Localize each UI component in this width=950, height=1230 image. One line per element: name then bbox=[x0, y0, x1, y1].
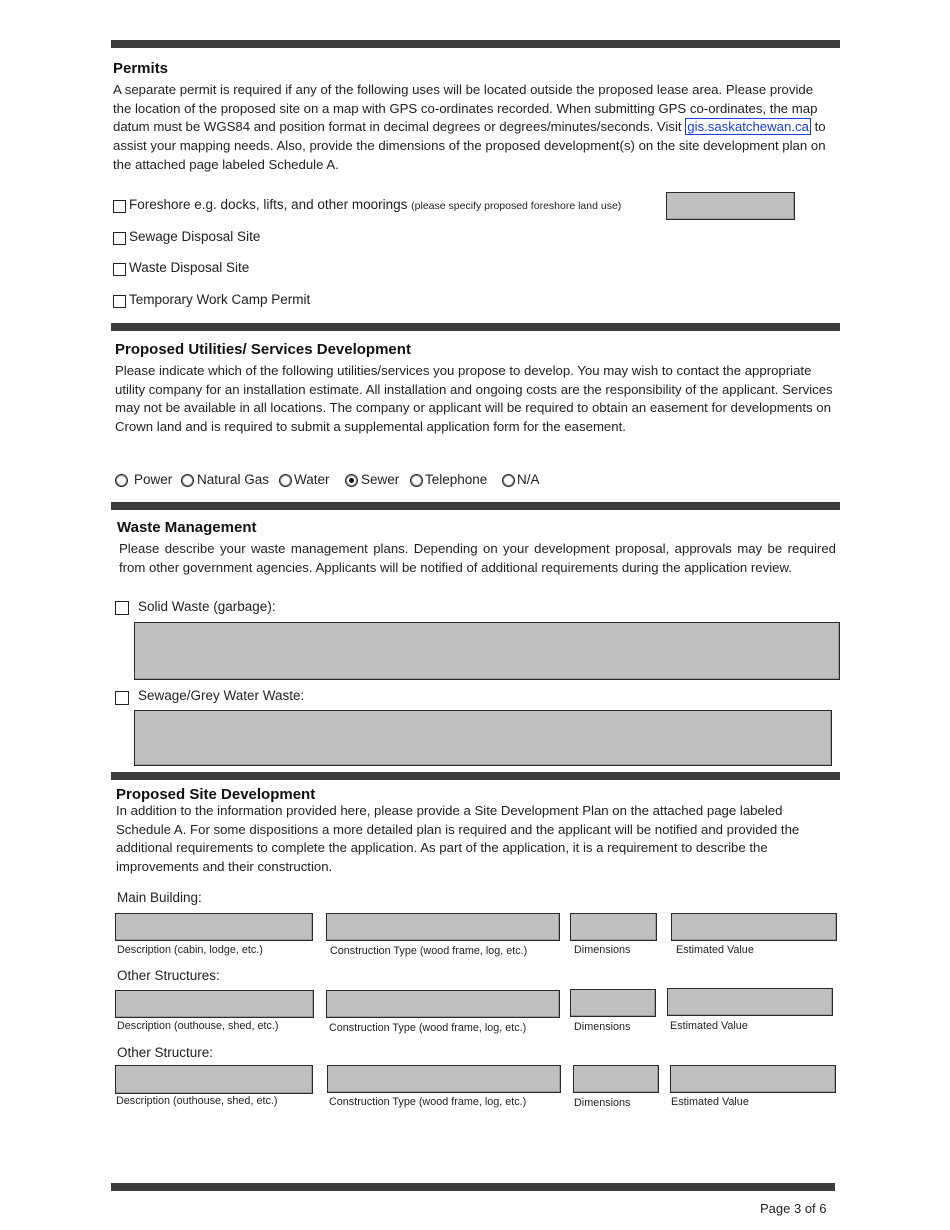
other-structures-dimensions-caption: Dimensions bbox=[574, 1021, 631, 1033]
main-building-construction-caption: Construction Type (wood frame, log, etc.) bbox=[330, 945, 528, 957]
other-structure-value-field[interactable] bbox=[670, 1065, 836, 1093]
other-structure-heading: Other Structure: bbox=[117, 1045, 214, 1060]
main-building-dimensions-caption: Dimensions bbox=[574, 944, 631, 956]
permits-description bbox=[113, 81, 835, 175]
main-building-value-caption: Estimated Value bbox=[676, 944, 754, 956]
sewage-disposal-checkbox[interactable] bbox=[113, 232, 126, 245]
sewer-radio[interactable] bbox=[345, 474, 358, 487]
utilities-description: Please indicate which of the following utilities/services you propose to develop. You may wish to contact the appropriate utility company for an installation estimate. All installation and ongoing costs are the responsibility of the applicant. Services may not be available in all locations. The company or applicant will be required to obtain an easement for developments on Crown land and is required to submit a supplemental application form for the easement. bbox=[115, 363, 833, 435]
waste-disposal-label: Waste Disposal Site bbox=[129, 260, 250, 275]
work-camp-checkbox[interactable] bbox=[113, 295, 126, 308]
other-structure-dimensions-caption: Dimensions bbox=[574, 1097, 631, 1109]
gis-link[interactable]: gis.saskatchewan.ca bbox=[687, 119, 809, 135]
work-camp-label: Temporary Work Camp Permit bbox=[129, 292, 311, 307]
waste-disposal-checkbox[interactable] bbox=[113, 263, 126, 276]
other-structure-construction-field[interactable] bbox=[327, 1065, 561, 1093]
foreshore-checkbox[interactable] bbox=[113, 200, 126, 213]
power-label: Power bbox=[134, 472, 173, 487]
main-building-dimensions-field[interactable] bbox=[570, 913, 657, 941]
other-structure-description-field[interactable] bbox=[115, 1065, 313, 1094]
na-label: N/A bbox=[517, 472, 540, 487]
sewage-disposal-label: Sewage Disposal Site bbox=[129, 229, 261, 244]
sewer-label: Sewer bbox=[361, 472, 400, 487]
water-label: Water bbox=[294, 472, 330, 487]
site-description: In addition to the information provided here, please provide a Site Development Plan on the attached page labeled Schedule A. For some dispositions a more detailed plan is required and the applicant will be notified and provided the additional requirements to complete the application. As part of the application, it is a requirement to describe the improvements and their construction. bbox=[116, 803, 800, 875]
telephone-label: Telephone bbox=[425, 472, 488, 487]
utilities-heading: Proposed Utilities/ Services Development bbox=[115, 341, 411, 358]
main-building-construction-field[interactable] bbox=[326, 913, 560, 941]
main-building-description-caption: Description (cabin, lodge, etc.) bbox=[117, 944, 263, 956]
permits-heading: Permits bbox=[113, 60, 169, 77]
section-divider-site bbox=[111, 772, 840, 780]
section-divider-waste bbox=[111, 502, 840, 510]
main-building-description-field[interactable] bbox=[115, 913, 313, 941]
water-radio[interactable] bbox=[279, 474, 292, 487]
sewage-grey-water-checkbox[interactable] bbox=[115, 691, 129, 705]
other-structures-construction-caption: Construction Type (wood frame, log, etc.) bbox=[329, 1022, 527, 1034]
foreshore-label-text: Foreshore e.g. docks, lifts, and other moorings bbox=[129, 197, 408, 212]
other-structures-description-caption: Description (outhouse, shed, etc.) bbox=[117, 1020, 279, 1032]
section-divider-utilities bbox=[111, 323, 840, 331]
na-radio[interactable] bbox=[502, 474, 515, 487]
other-structures-value-caption: Estimated Value bbox=[670, 1020, 748, 1032]
natural-gas-radio[interactable] bbox=[181, 474, 194, 487]
waste-description: Please describe your waste management plans. Depending on your development proposal, approvals may be required from other government agencies. Applicants will be notified of additional requirements during the application review. bbox=[119, 541, 836, 575]
sewage-grey-water-label: Sewage/Grey Water Waste: bbox=[138, 688, 305, 703]
solid-waste-checkbox[interactable] bbox=[115, 601, 129, 615]
natural-gas-label: Natural Gas bbox=[197, 472, 270, 487]
waste-heading: Waste Management bbox=[117, 519, 257, 536]
permits-text-before-link: A separate permit is required if any of the following uses will be located outside the proposed lease area. Please provide the location of the proposed site on a map with GPS co-ordinates recorded. When submitting GPS co-ordinates, the map datum must be WGS84 and position format in decimal degrees or degrees/minutes/seconds. Visit bbox=[113, 82, 818, 135]
solid-waste-field[interactable] bbox=[134, 622, 840, 680]
other-structure-value-caption: Estimated Value bbox=[671, 1096, 749, 1108]
sewage-grey-water-field[interactable] bbox=[134, 710, 832, 766]
footer-divider bbox=[111, 1183, 835, 1191]
main-building-heading: Main Building: bbox=[117, 890, 202, 905]
foreshore-land-use-field[interactable] bbox=[666, 192, 795, 220]
foreshore-label bbox=[129, 197, 621, 212]
other-structure-dimensions-field[interactable] bbox=[573, 1065, 659, 1093]
section-divider-top bbox=[111, 40, 840, 48]
other-structure-construction-caption: Construction Type (wood frame, log, etc.) bbox=[329, 1096, 527, 1108]
other-structures-value-field[interactable] bbox=[667, 988, 833, 1016]
telephone-radio[interactable] bbox=[410, 474, 423, 487]
site-heading: Proposed Site Development bbox=[116, 786, 316, 803]
other-structures-construction-field[interactable] bbox=[326, 990, 560, 1018]
page-number: Page 3 of 6 bbox=[760, 1201, 827, 1216]
power-radio[interactable] bbox=[115, 474, 128, 487]
other-structures-dimensions-field[interactable] bbox=[570, 989, 656, 1017]
other-structures-heading: Other Structures: bbox=[117, 968, 220, 983]
permits-text-after-link: to assist your mapping needs. Also, provide the dimensions of the proposed development(s) on the site development plan on the attached page labeled Schedule A. bbox=[113, 119, 826, 172]
foreshore-note: (please specify proposed foreshore land use) bbox=[411, 200, 622, 212]
other-structures-description-field[interactable] bbox=[115, 990, 314, 1018]
solid-waste-label: Solid Waste (garbage): bbox=[138, 599, 276, 614]
other-structure-description-caption: Description (outhouse, shed, etc.) bbox=[116, 1095, 278, 1107]
main-building-value-field[interactable] bbox=[671, 913, 837, 941]
